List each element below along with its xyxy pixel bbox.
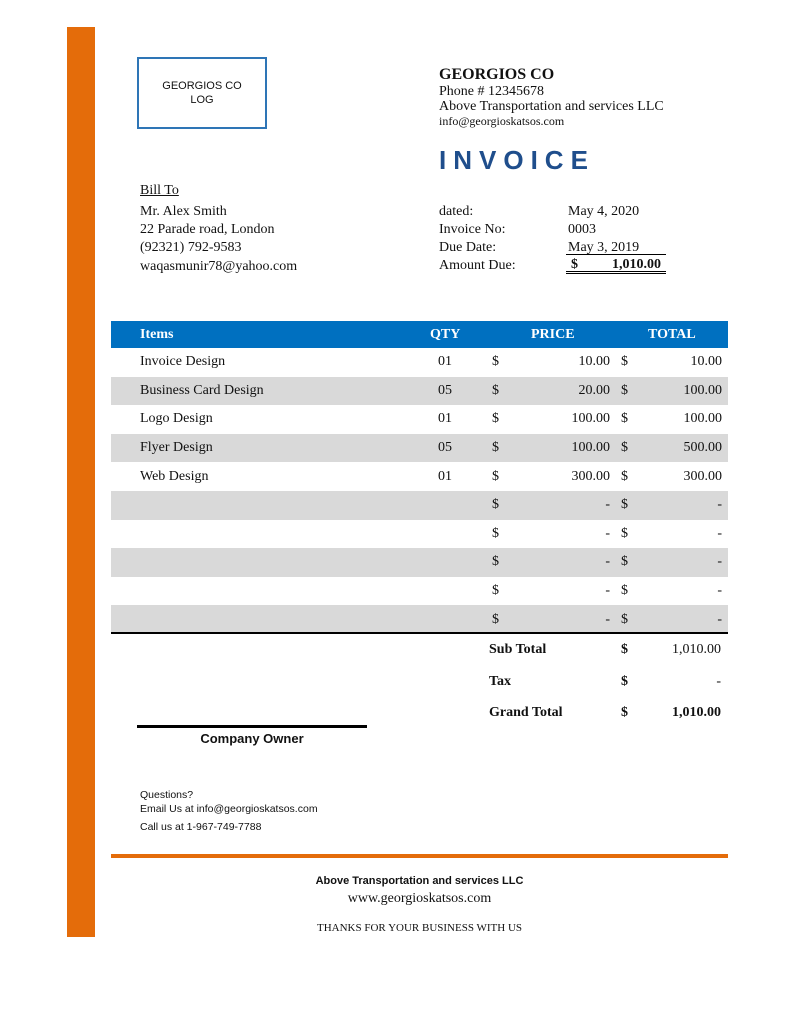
left-accent-bar <box>67 27 95 937</box>
table-row <box>111 577 728 606</box>
logo-placeholder <box>137 57 267 129</box>
row-item: Web Design <box>140 468 209 484</box>
row-price-currency: $ <box>492 611 499 627</box>
row-qty: 01 <box>438 411 452 427</box>
row-qty: 05 <box>438 382 452 398</box>
row-price-currency: $ <box>492 497 499 513</box>
grand-total-currency: $ <box>621 705 628 720</box>
company-name: GEORGIOS CO <box>439 66 555 83</box>
row-qty: 01 <box>438 468 452 484</box>
row-item: Flyer Design <box>140 440 213 456</box>
row-total-currency: $ <box>621 497 628 513</box>
due-date-underline <box>566 254 666 255</box>
table-row <box>111 520 728 549</box>
bill-to-address: 22 Parade road, London <box>140 222 275 237</box>
row-qty: 05 <box>438 440 452 456</box>
row-total-currency: $ <box>621 525 628 541</box>
invoice-no-label: Invoice No: <box>439 222 506 237</box>
company-legal-name: Above Transportation and services LLC <box>439 99 664 114</box>
logo-line-2: LOG <box>190 94 214 106</box>
signature-line <box>137 725 367 728</box>
header-total: TOTAL <box>648 326 696 342</box>
row-price-currency: $ <box>492 554 499 570</box>
row-price-currency: $ <box>492 468 499 484</box>
row-total: - <box>717 611 722 627</box>
table-row <box>111 405 728 434</box>
grand-total-value: 1,010.00 <box>672 705 721 720</box>
amount-due-value: 1,010.00 <box>612 257 661 272</box>
row-price: - <box>605 554 610 570</box>
row-item: Business Card Design <box>140 382 264 398</box>
header-qty: QTY <box>430 326 461 342</box>
table-header <box>111 321 728 348</box>
header-price: PRICE <box>531 326 575 342</box>
due-date-value: May 3, 2019 <box>568 240 640 255</box>
header-items: Items <box>140 326 174 342</box>
table-row <box>111 434 728 463</box>
row-total-currency: $ <box>621 411 628 427</box>
subtotal-label: Sub Total <box>489 642 547 657</box>
invoice-no-value: 0003 <box>568 222 596 237</box>
row-total-currency: $ <box>621 583 628 599</box>
footer-company: Above Transportation and services LLC <box>315 875 524 887</box>
table-row <box>111 462 728 491</box>
row-price-currency: $ <box>492 382 499 398</box>
row-total-currency: $ <box>621 354 628 370</box>
row-total-currency: $ <box>621 554 628 570</box>
row-qty: 01 <box>438 354 452 370</box>
subtotal-currency: $ <box>621 642 628 657</box>
logo-line-1: GEORGIOS CO <box>162 80 242 92</box>
table-row <box>111 548 728 577</box>
table-bottom-rule <box>111 632 728 634</box>
row-total: - <box>717 583 722 599</box>
amount-due-label: Amount Due: <box>439 258 516 273</box>
bill-to-label: Bill To <box>140 183 179 198</box>
tax-label: Tax <box>489 674 512 689</box>
table-row <box>111 605 728 634</box>
row-price-currency: $ <box>492 525 499 541</box>
questions-email: Email Us at info@georgioskatsos.com <box>140 803 318 815</box>
table-row <box>111 348 728 377</box>
row-price: 300.00 <box>571 468 610 484</box>
dated-value: May 4, 2020 <box>568 204 640 219</box>
footer-thanks: THANKS FOR YOUR BUSINESS WITH US <box>316 922 523 934</box>
row-price: - <box>605 497 610 513</box>
row-total: - <box>717 554 722 570</box>
row-total: - <box>717 525 722 541</box>
row-price-currency: $ <box>492 583 499 599</box>
questions-heading: Questions? <box>140 789 194 801</box>
amount-due-currency: $ <box>571 257 578 272</box>
items-table <box>111 321 728 634</box>
table-row <box>111 377 728 406</box>
row-price: 10.00 <box>578 354 610 370</box>
row-total-currency: $ <box>621 382 628 398</box>
row-price: - <box>605 525 610 541</box>
row-total-currency: $ <box>621 468 628 484</box>
row-total: 500.00 <box>683 440 722 456</box>
row-total-currency: $ <box>621 611 628 627</box>
dated-label: dated: <box>439 204 474 219</box>
row-total: 10.00 <box>690 354 722 370</box>
bill-to-name: Mr. Alex Smith <box>140 204 227 219</box>
signature-label: Company Owner <box>200 731 304 746</box>
row-total-currency: $ <box>621 440 628 456</box>
row-price: 100.00 <box>571 411 610 427</box>
row-price-currency: $ <box>492 411 499 427</box>
row-price-currency: $ <box>492 354 499 370</box>
questions-phone: Call us at 1-967-749-7788 <box>140 821 262 833</box>
row-total: 100.00 <box>683 411 722 427</box>
due-date-label: Due Date: <box>439 240 497 255</box>
bill-to-email: waqasmunir78@yahoo.com <box>140 259 298 274</box>
tax-value: - <box>716 674 721 689</box>
table-row <box>111 491 728 520</box>
tax-currency: $ <box>621 674 628 689</box>
subtotal-value: 1,010.00 <box>672 642 721 657</box>
row-item: Logo Design <box>140 411 213 427</box>
invoice-title: INVOICE <box>439 145 595 175</box>
company-phone: Phone # 12345678 <box>439 84 544 99</box>
table-body <box>111 348 728 634</box>
row-price: 20.00 <box>578 382 610 398</box>
company-email: info@georgioskatsos.com <box>439 114 565 128</box>
bill-to-phone: (92321) 792-9583 <box>140 240 242 255</box>
row-price: - <box>605 583 610 599</box>
row-price: 100.00 <box>571 440 610 456</box>
row-total: 100.00 <box>683 382 722 398</box>
footer-website: www.georgioskatsos.com <box>347 891 492 906</box>
row-total: 300.00 <box>683 468 722 484</box>
grand-total-label: Grand Total <box>489 705 563 720</box>
amount-due-box <box>566 256 666 274</box>
row-item: Invoice Design <box>140 354 226 370</box>
row-total: - <box>717 497 722 513</box>
footer-divider <box>111 854 728 858</box>
row-price: - <box>605 611 610 627</box>
row-price-currency: $ <box>492 440 499 456</box>
